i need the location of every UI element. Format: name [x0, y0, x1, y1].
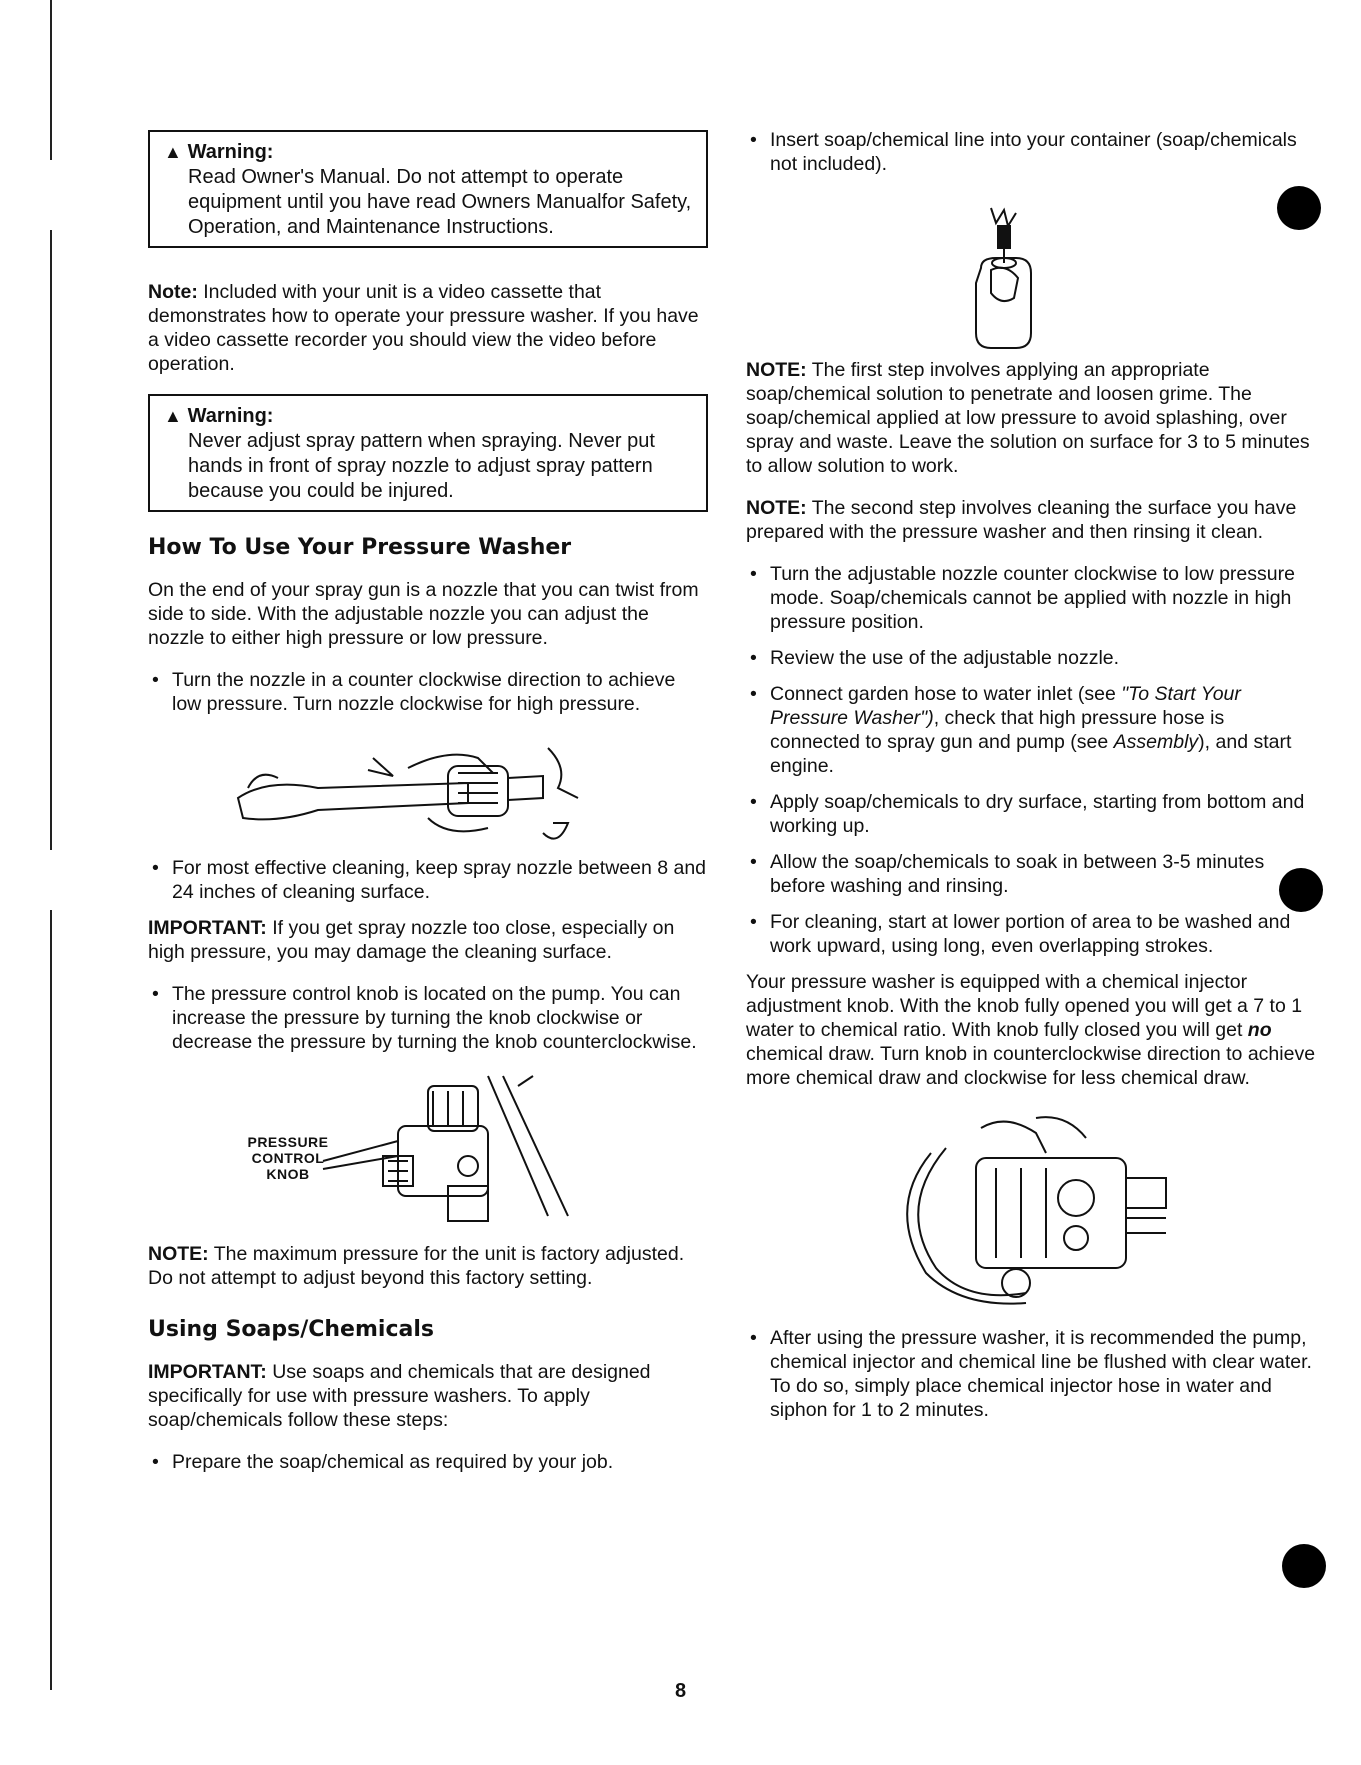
- bullet-item: • Prepare the soap/chemical as required by your job.: [148, 1450, 708, 1474]
- note-text: Included with your unit is a video cassette that demonstrates how to operate your pressure washer. If you have a video cassette recorder you should view the video before operation.: [148, 281, 699, 375]
- important-text: If you get spray nozzle too close, especially on high pressure, you may damage the cleaning surface.: [148, 917, 675, 963]
- bullet-text: , check that high pressure hose is connected to spray gun and pump (see: [770, 707, 1225, 753]
- bullet-text: Connect garden hose to water inlet (see: [770, 683, 1122, 705]
- paragraph-intro: On the end of your spray gun is a nozzle that you can twist from side to side. With the adjustable nozzle you can adjust the nozzle to either high pressure or low pressure.: [148, 579, 699, 649]
- max-pressure-note: [148, 1242, 708, 1290]
- video-note: [148, 280, 708, 376]
- reference-start: "To Start Your Pressure Washer"): [770, 683, 1241, 729]
- warning-box-spray: [148, 394, 708, 512]
- important-label: IMPORTANT:: [148, 1361, 267, 1383]
- bullet-item: • Review the use of the adjustable nozzle.: [746, 646, 1316, 670]
- bullet-item: • For most effective cleaning, keep spray nozzle between 8 and 24 inches of cleaning surface.: [148, 856, 708, 904]
- bullet-item: • For cleaning, start at lower portion of area to be washed and work upward, using long, even overlapping strokes.: [746, 910, 1316, 958]
- nozzle-hand-icon: [148, 728, 708, 848]
- bullet-list: [148, 1450, 708, 1474]
- warning-label: Warning:: [187, 141, 274, 163]
- bullet-list: [148, 982, 708, 1054]
- warning-triangle-icon: ▲: [164, 406, 182, 426]
- binding-line-mid: [50, 230, 52, 850]
- note-text: The first step involves applying an appropriate soap/chemical solution to penetrate and loosen grime. The soap/chemical applied at low pressure to avoid splashing, over spray and waste. Leave the solution on surface for 3 to 5 minutes to allow solution to work.: [746, 359, 1310, 477]
- important-text: Use soaps and chemicals that are designed specifically for use with pressure washers. To apply soap/chemicals follow these steps:: [148, 1361, 651, 1431]
- reference-assembly: Assembly: [1113, 731, 1199, 753]
- warning-text: Read Owner's Manual. Do not attempt to operate equipment until you have read Owners Manualfor Safety, Operation, and Maintenance Instructions.: [188, 166, 692, 238]
- note-label: Note:: [148, 281, 198, 303]
- page-number: 8: [674, 1680, 687, 1702]
- figure-label-line: KNOB: [266, 1166, 310, 1182]
- important-note: [148, 916, 708, 964]
- bullet-item: • Allow the soap/chemicals to soak in between 3-5 minutes before washing and rinsing.: [746, 850, 1316, 898]
- important-note: [148, 1360, 708, 1432]
- binding-line-low: [50, 910, 52, 1690]
- bullet-item: • After using the pressure washer, it is recommended the pump, chemical injector and chemical line be flushed with clear water. To do so, simply place chemical injector hose in water and siphon for 1 to 2 minutes.: [746, 1326, 1316, 1422]
- note-label: NOTE:: [148, 1243, 209, 1265]
- warning-triangle-icon: ▲: [164, 142, 182, 162]
- chemical-container-icon: [746, 188, 1316, 358]
- emphasis-no: no: [1247, 1019, 1272, 1041]
- bullet-item: • Insert soap/chemical line into your container (soap/chemicals not included).: [746, 128, 1316, 176]
- injector-illustration: [746, 1108, 1316, 1308]
- bullet-item: • The pressure control knob is located on the pump. You can increase the pressure by turning the knob clockwise or decrease the pressure by turning the knob counterclockwise.: [148, 982, 708, 1054]
- figure-label-line: CONTROL: [251, 1150, 325, 1166]
- bullet-list: [148, 668, 708, 716]
- note-label: NOTE:: [746, 359, 807, 381]
- pressure-knob-illustration: [148, 1066, 708, 1236]
- figure-label-line: PRESSURE: [247, 1134, 329, 1150]
- injector-pump-icon: [746, 1108, 1316, 1308]
- container-illustration: [746, 188, 1316, 358]
- left-column: [148, 130, 708, 1486]
- right-column: [746, 128, 1316, 1434]
- bullet-list: [746, 128, 1316, 176]
- bullet-item: • Apply soap/chemicals to dry surface, starting from bottom and working up.: [746, 790, 1316, 838]
- binding-line-top: [50, 0, 52, 160]
- first-step-note: [746, 358, 1316, 478]
- section-heading: How To Use Your Pressure Washer: [148, 535, 572, 560]
- bullet-text: ), and start engine.: [770, 731, 1292, 777]
- warning-box-manual: [148, 130, 708, 248]
- bullet-list: [746, 562, 1316, 958]
- punch-hole-mark: [1282, 1544, 1326, 1588]
- bullet-list: [148, 856, 708, 904]
- note-text: The maximum pressure for the unit is factory adjusted. Do not attempt to adjust beyond this factory setting.: [148, 1243, 685, 1289]
- bullet-item: [746, 682, 1316, 778]
- warning-text: Never adjust spray pattern when spraying. Never put hands in front of spray nozzle to adjust spray pattern because you could be injured.: [188, 430, 655, 502]
- pump-icon: [148, 1066, 708, 1236]
- section-heading: Using Soaps/Chemicals: [148, 1317, 434, 1342]
- warning-label: Warning:: [187, 405, 274, 427]
- bullet-list: [746, 1326, 1316, 1422]
- note-label: NOTE:: [746, 497, 807, 519]
- important-label: IMPORTANT:: [148, 917, 267, 939]
- second-step-note: [746, 496, 1316, 544]
- nozzle-illustration: [148, 728, 708, 848]
- paragraph-text: Your pressure washer is equipped with a chemical injector adjustment knob. With the knob fully opened you will get a 7 to 1 water to chemical ratio. With knob fully closed you will get: [746, 971, 1303, 1041]
- note-text: The second step involves cleaning the surface you have prepared with the pressure washer and then rinsing it clean.: [746, 497, 1297, 543]
- injector-paragraph: [746, 970, 1316, 1090]
- bullet-item: • Turn the adjustable nozzle counter clockwise to low pressure mode. Soap/chemicals cannot be applied with nozzle in high pressure position.: [746, 562, 1316, 634]
- bullet-item: • Turn the nozzle in a counter clockwise direction to achieve low pressure. Turn nozzle clockwise for high pressure.: [148, 668, 708, 716]
- paragraph-text: chemical draw. Turn knob in counterclockwise direction to achieve more chemical draw and clockwise for less chemical draw.: [746, 1043, 1316, 1089]
